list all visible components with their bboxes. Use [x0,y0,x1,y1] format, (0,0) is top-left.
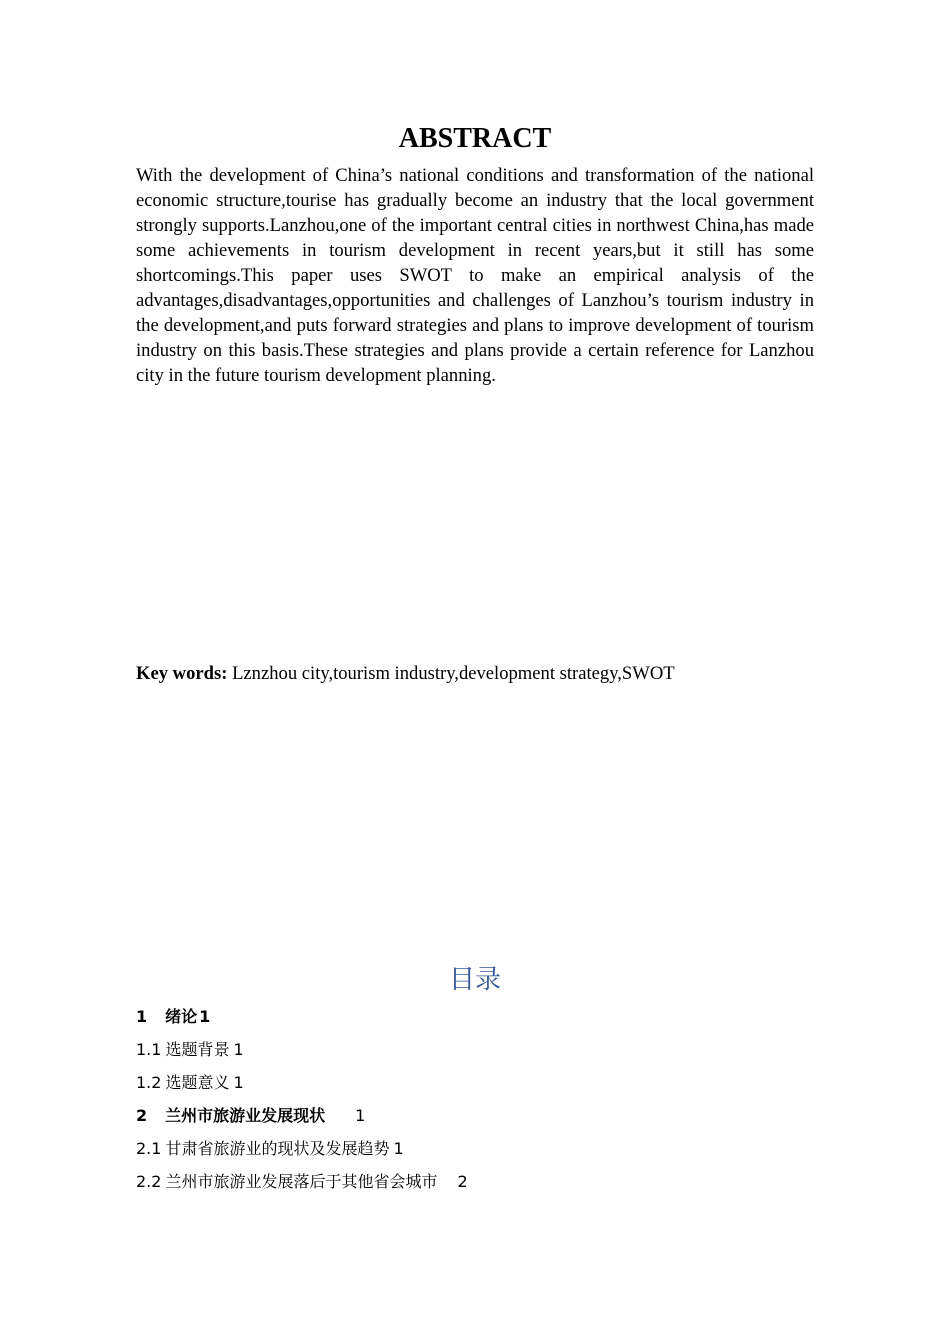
toc-entry-page: 1 [233,1040,244,1059]
toc-entry-number: 1.1 [136,1040,162,1059]
abstract-body: With the development of China’s national conditions and transformation of the national economic structure,tourise has gradually become an industry that the local government strongly supports.Lanzhou,one of the important central cities in northwest China,has made some achievements in tourism development in recent years,but it still has some shortcomings.This paper uses SWOT to make an empirical analysis of the advantages,disadvantages,opportunities and challenges of Lanzhou’s tourism industry in the development,and puts forward strategies and plans to improve development of tourism industry on this basis.These strategies and plans provide a certain reference for Lanzhou city in the future tourism development planning. [136,165,814,386]
toc-entry-1-1[interactable] [136,1035,814,1068]
toc-entry-1-2[interactable] [136,1068,814,1101]
keywords-line [136,661,814,686]
toc-entry-page: 2 [457,1172,468,1191]
abstract-title: ABSTRACT [398,123,552,154]
toc-entry-2[interactable] [136,1101,814,1134]
toc-entry-number: 1.2 [136,1073,162,1092]
toc-entry-number: 2.2 [136,1172,162,1191]
toc-entry-number: 2.1 [136,1139,162,1158]
toc-entry-label: 兰州市旅游业发展现状 [165,1106,326,1125]
toc-entry-2-2[interactable] [136,1167,814,1200]
toc-entry-number: 1 [136,1007,148,1026]
keywords-label: Key words: [136,663,228,684]
toc-entry-page: 1 [233,1073,244,1092]
toc-entry-number: 2 [136,1106,148,1125]
toc-entry-page: 1 [393,1139,404,1158]
toc-entry-label: 选题意义 [165,1073,230,1092]
toc-entry-1[interactable] [136,1002,814,1035]
toc-entry-label: 绪论 [165,1007,198,1026]
toc-entry-label: 兰州市旅游业发展落后于其他省会城市 [165,1172,438,1191]
toc-entry-page: 1 [199,1007,211,1026]
toc-entry-page: 1 [355,1106,366,1125]
toc-entry-label: 选题背景 [165,1040,230,1059]
toc-title: 目录 [448,965,501,995]
table-of-contents [136,1002,814,1200]
keywords-text: Lznzhou city,tourism industry,development strategy,SWOT [227,663,675,684]
toc-entry-label: 甘肃省旅游业的现状及发展趋势 [165,1139,390,1158]
toc-entry-2-1[interactable] [136,1134,814,1167]
